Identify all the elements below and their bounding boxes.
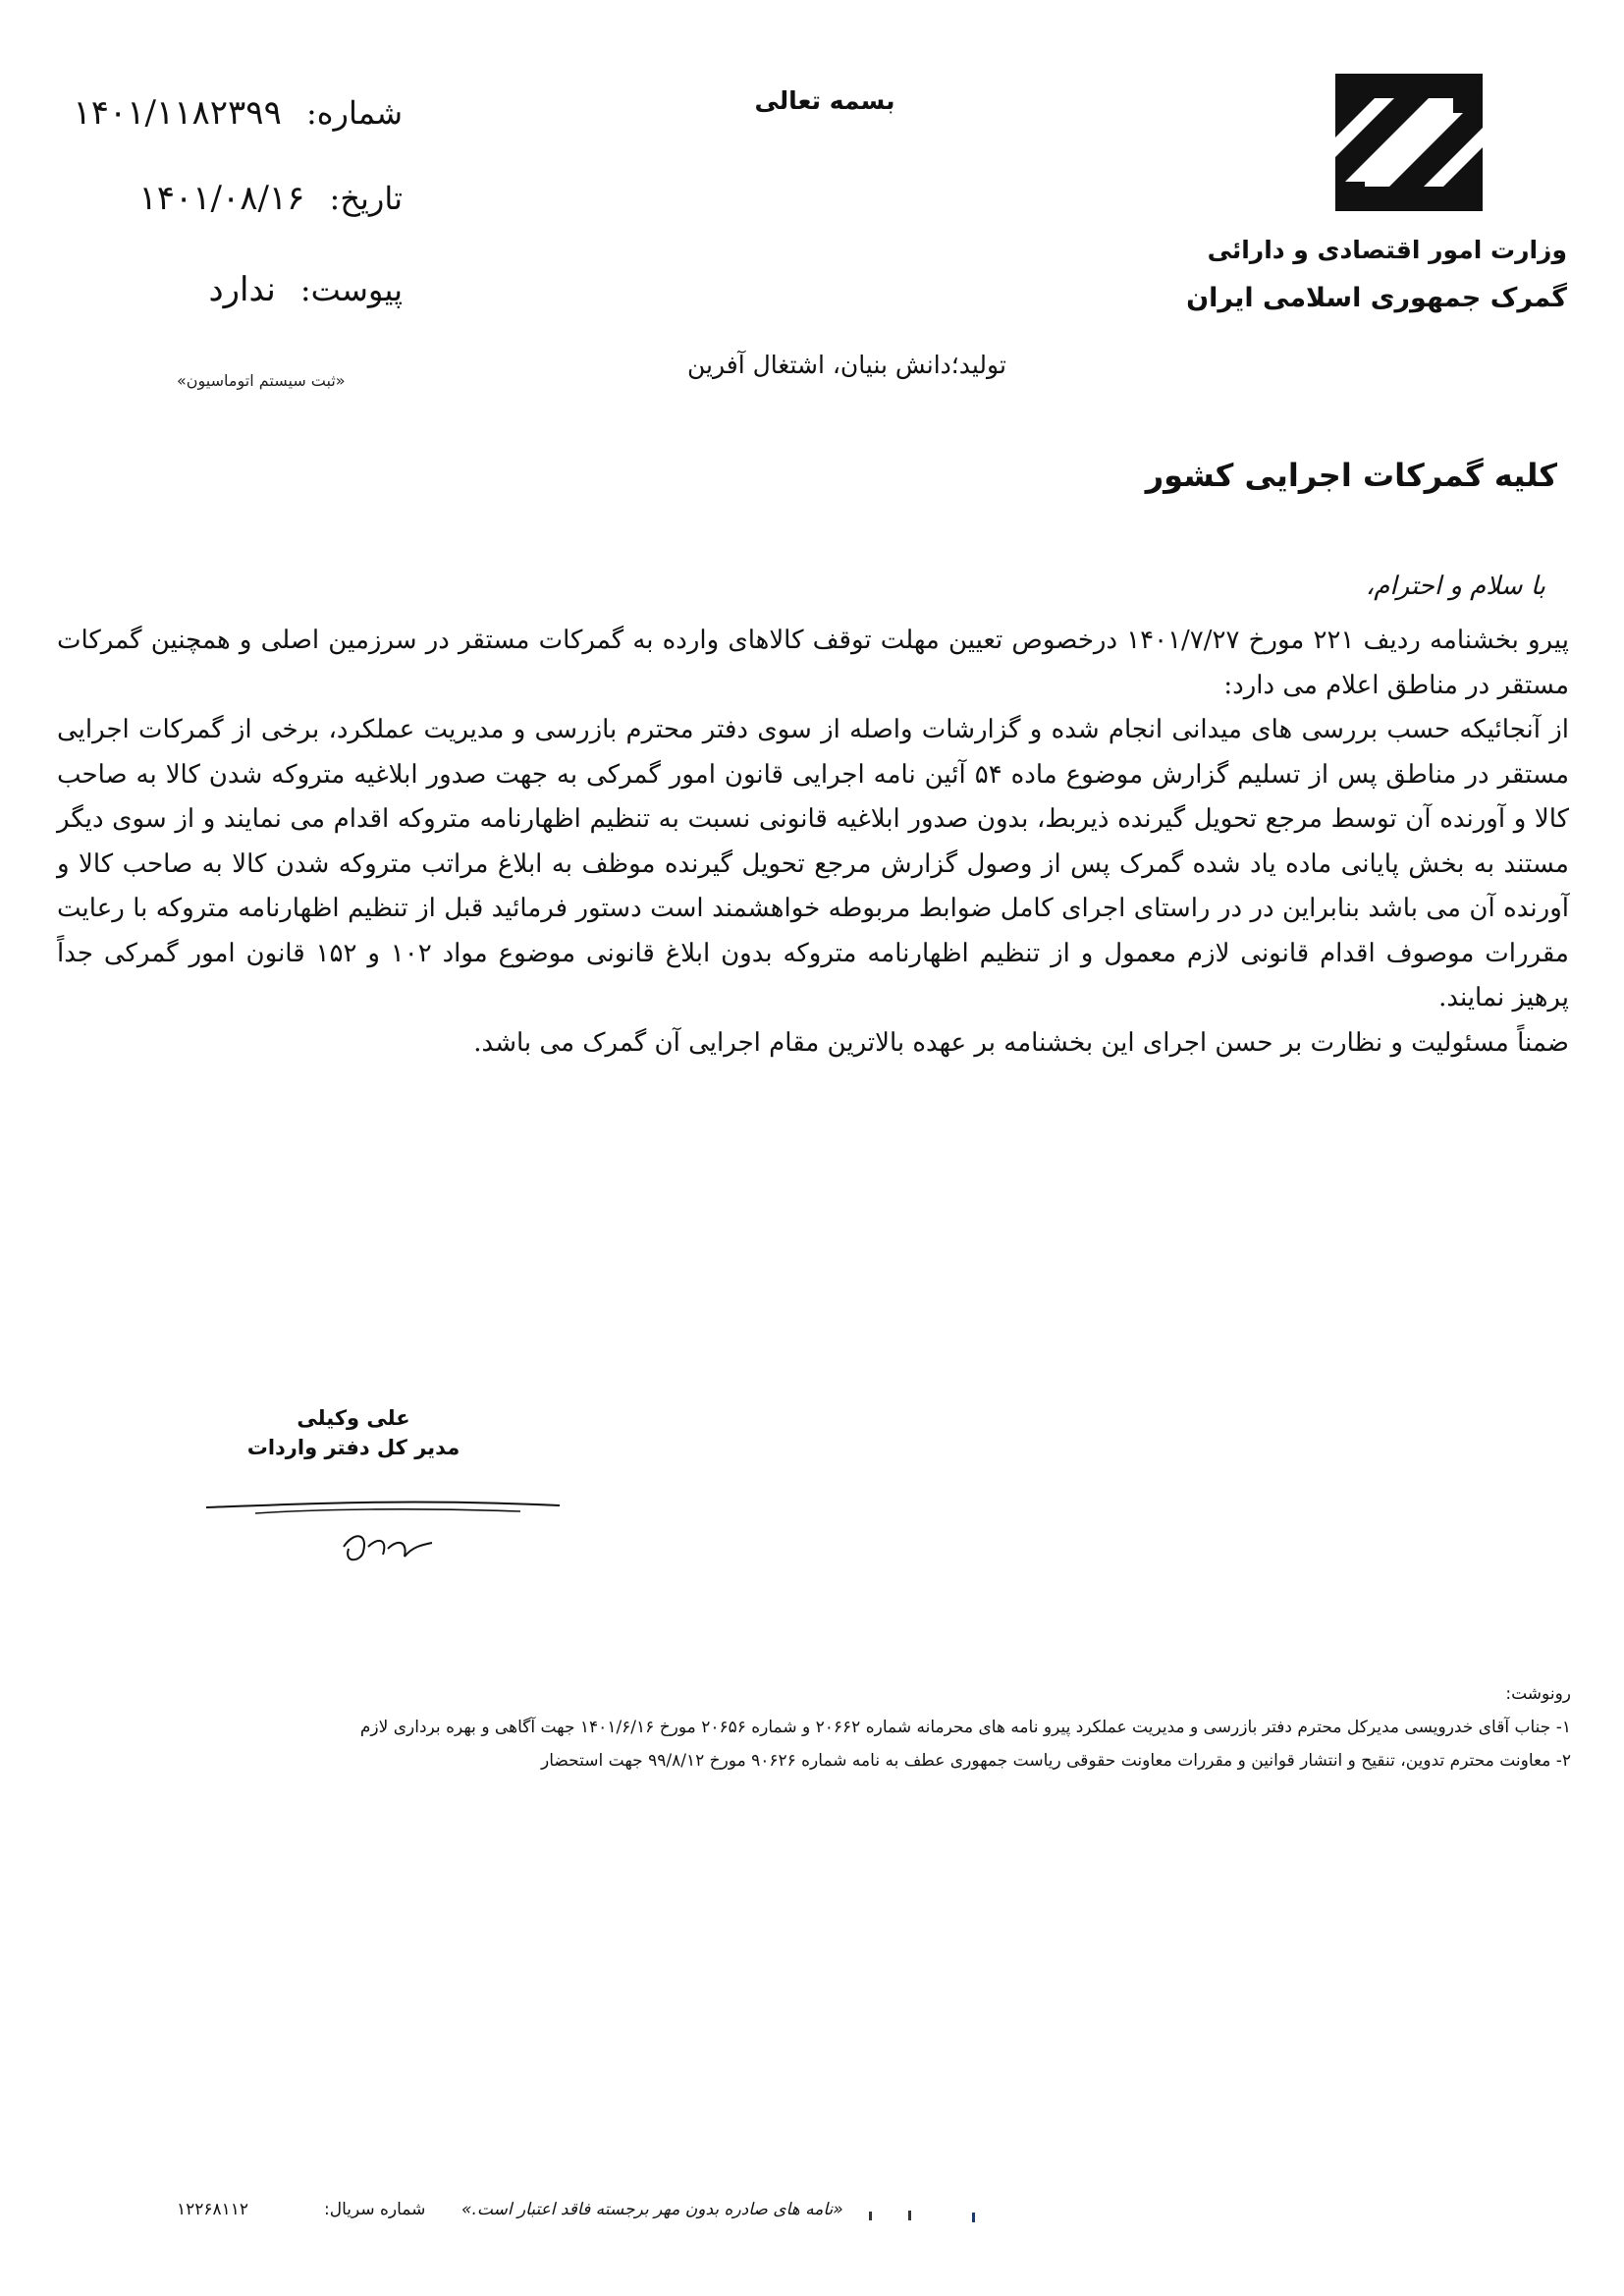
letter-date-label: تاریخ: [329,180,403,217]
attachment-row [59,270,403,319]
serial-number-label: شماره سریال: [324,2200,426,2219]
organization-name: گمرک جمهوری اسلامی ایران [1186,283,1567,313]
cc-item: ۲- معاونت محترم تدوین، تنقیح و انتشار قوانین و مقررات معاونت حقوقی ریاست جمهوری عطف به نامه شماره ۹۰۶۲۶ مورخ ۹۹/۸/۱۲ جهت استحضار [541,1751,1571,1771]
handwritten-signature [196,1478,569,1581]
letter-number-label: شماره: [305,94,403,132]
automation-registration-note: «ثبت سیستم اتوماسیون» [177,371,346,390]
attachment-label: پیوست: [299,271,403,308]
letter-number-value: ۱۴۰۱/۱۱۸۲۳۹۹ [73,93,282,133]
body-paragraph-1: پیرو بخشنامه ردیف ۲۲۱ مورخ ۱۴۰۱/۷/۲۷ درخصوص تعیین مهلت توقف کالاهای وارده به گمرکات مستقر در سرزمین اصلی و همچنین گمرکات مستقر در مناطق اعلام می دارد: [57,626,1569,700]
year-slogan: تولید؛دانش بنیان، اشتغال آفرین [687,351,1006,379]
letter-body [57,619,1569,1066]
recipient-heading: کلیه گمرکات اجرایی کشور [1145,457,1557,494]
signatory-title: مدیر کل دفتر واردات [246,1436,460,1459]
body-paragraph-2: از آنجائیکه حسب بررسی های میدانی انجام شده و گزارشات واصله از سوی دفتر محترم بازرسی و مدیریت عملکرد، برخی از گمرکات اجرایی مستقر در مناطق پس از تسلیم گزارش موضوع ماده ۵۴ آئین نامه اجرایی قانون امور گمرکی به جهت صدور ابلاغیه متروکه شدن کالا به صاحب کالا و آورنده آن توسط مرجع تحویل گیرنده ذیربط، بدون صدور ابلاغیه قانونی نسبت به تنظیم اظهارنامه متروکه اقدام می نمایند و از سوی دیگر مستند به بخش پایانی ماده یاد شده گمرک پس از وصول گزارش مرجع تحویل گیرنده موظف به ابلاغ مراتب متروکه شدن کالا به صاحب کالا و آورنده آن می باشد بنابراین در در راستای اجرای کامل ضوابط مربوطه خواهشمند است دستور فرمائید قبل از تنظیم اظهارنامه متروکه با رعایت مقررات موصوف اقدام قانونی لازم معمول و از تنظیم اظهارنامه متروکه بدون ابلاغ قانونی موضوع مواد ۱۰۲ و ۱۵۲ قانون امور گمرکی جداً پرهیز نمایند. [57,715,1570,1012]
ministry-name: وزارت امور اقتصادی و دارائی [1207,236,1567,264]
attachment-value: ندارد [208,270,276,309]
ink-marks [864,2207,992,2226]
body-paragraph-3: ضمناً مسئولیت و نظارت بر حسن اجرای این بخشنامه بر عهده بالاترین مقام اجرایی آن گمرک می باشد. [473,1027,1569,1058]
cc-item: ۱- جناب آقای خدرویسی مدیرکل محترم دفتر بازرسی و مدیریت عملکرد پیرو نامه های محرمانه شماره ۲۰۶۶۲ و شماره ۲۰۶۵۶ مورخ ۱۴۰۱/۶/۱۶ جهت آگاهی و بهره برداری لازم [359,1718,1571,1737]
seal-validity-notice: «نامه های صادره بدون مهر برجسته فاقد اعتبار است.» [461,2200,843,2219]
letter-date-row [59,179,403,228]
customs-logo-icon [1335,74,1483,211]
letter-date-value: ۱۴۰۱/۰۸/۱۶ [138,179,305,218]
signatory-name: علی وکیلی [297,1406,410,1430]
carbon-copy-list [236,1677,1571,1777]
serial-number-value: ۱۲۲۶۸۱۱۲ [177,2200,249,2219]
letter-number-row [59,93,403,142]
greeting: با سلام و احترام، [1365,572,1545,601]
basmala-heading: بسمه تعالی [754,86,895,115]
cc-label: رونوشت: [1505,1684,1571,1704]
